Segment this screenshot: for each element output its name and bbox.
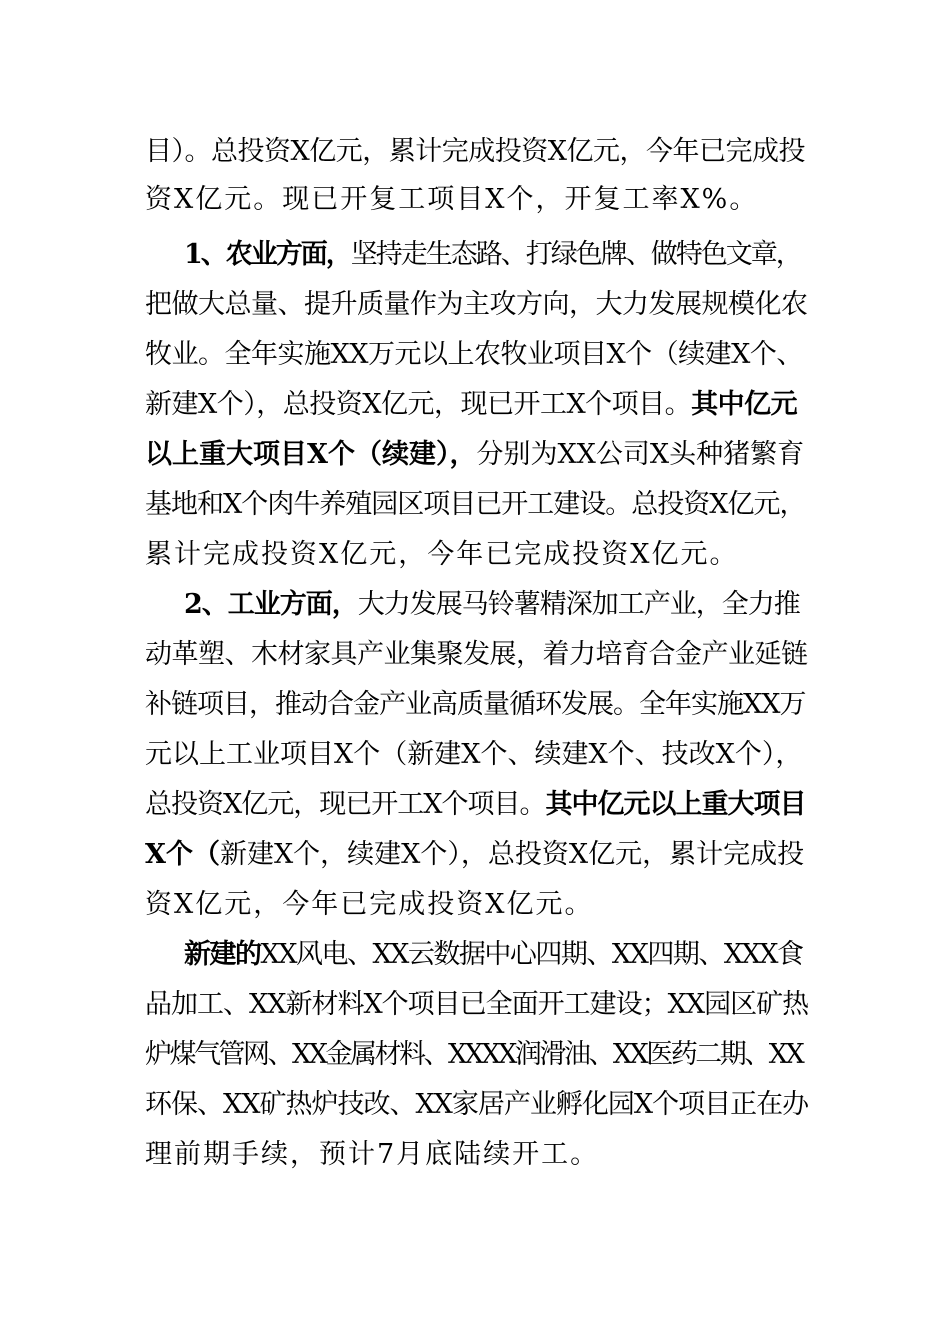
text-line [145,383,797,427]
text-run: XX风电、XX云数据中心四期、XX四期、XXX食 [260,939,803,970]
bold-text-run: X个（ [145,839,220,870]
text-run: 牧业。全年实施XX万元以上农牧业项目X个（续建X个、 [145,339,803,370]
text-line [145,633,808,677]
text-line [145,433,804,477]
text-run: 资X亿元，今年已完成投资X亿元。 [145,889,594,920]
text-line [145,833,804,877]
text-line [145,333,803,377]
text-line [184,233,801,277]
text-line [145,1033,802,1077]
text-line [184,583,800,627]
text-run: 分别为XX公司X头种猪繁育 [476,439,805,470]
text-run: 目）。总投资X亿元，累计完成投资X亿元，今年已完成投 [145,136,805,167]
text-line [145,533,738,577]
text-line [145,733,802,777]
text-line [145,483,805,527]
text-run: 元以上工业项目X个（新建X个、续建X个、技改X个）， [145,739,803,770]
text-run: 理前期手续，预计7月底陆续开工。 [145,1139,600,1170]
text-line [145,178,758,222]
text-line [145,130,805,174]
text-run: 资X亿元。现已开复工项目X个，开复工率X%。 [145,184,759,215]
text-run: 环保、XX矿热炉技改、XX家居产业孵化园X个项目正在办 [145,1089,809,1120]
bold-text-run: 其中亿元以上重大项目 [545,789,806,820]
bold-text-run: 以上重大项目X个（续建）， [145,439,477,470]
section-heading: 2、工业方面， [184,589,358,620]
text-line [145,983,808,1027]
text-run: 动革塑、木材家具产业集聚发展，着力培育合金产业延链 [145,639,808,670]
text-line [145,1133,599,1177]
section-heading: 1、农业方面， [184,239,351,270]
text-line [145,283,808,327]
bold-text-run: 其中亿元 [691,389,798,420]
text-line [145,683,805,727]
text-line [145,1083,808,1127]
text-line [184,933,803,977]
text-run: 补链项目，推动合金产业高质量循环发展。全年实施XX万 [145,689,806,720]
text-run: 品加工、XX新材料X个项目已全面开工建设；XX园区矿热 [145,989,809,1020]
text-run: 新建X个），总投资X亿元，现已开工X个项目。 [145,389,692,420]
text-run: 累计完成投资X亿元，今年已完成投资X亿元。 [145,539,739,570]
bold-text-run: 新建的 [184,939,261,970]
text-run: 基地和X个肉牛养殖园区项目已开工建设。总投资X亿元， [145,489,806,520]
text-line [145,883,593,927]
text-run: 把做大总量、提升质量作为主攻方向，大力发展规模化农 [145,289,808,320]
text-run: 坚持走生态路、打绿色牌、做特色文章， [350,239,801,270]
text-run: 大力发展马铃薯精深加工产业，全力推 [357,589,800,620]
text-run: 新建X个，续建X个），总投资X亿元，累计完成投 [219,839,805,870]
text-line [145,783,805,827]
text-run: 炉煤气管网、XX金属材料、XXXX润滑油、XX医药二期、XX [145,1039,803,1070]
text-run: 总投资X亿元，现已开工X个项目。 [145,789,546,820]
